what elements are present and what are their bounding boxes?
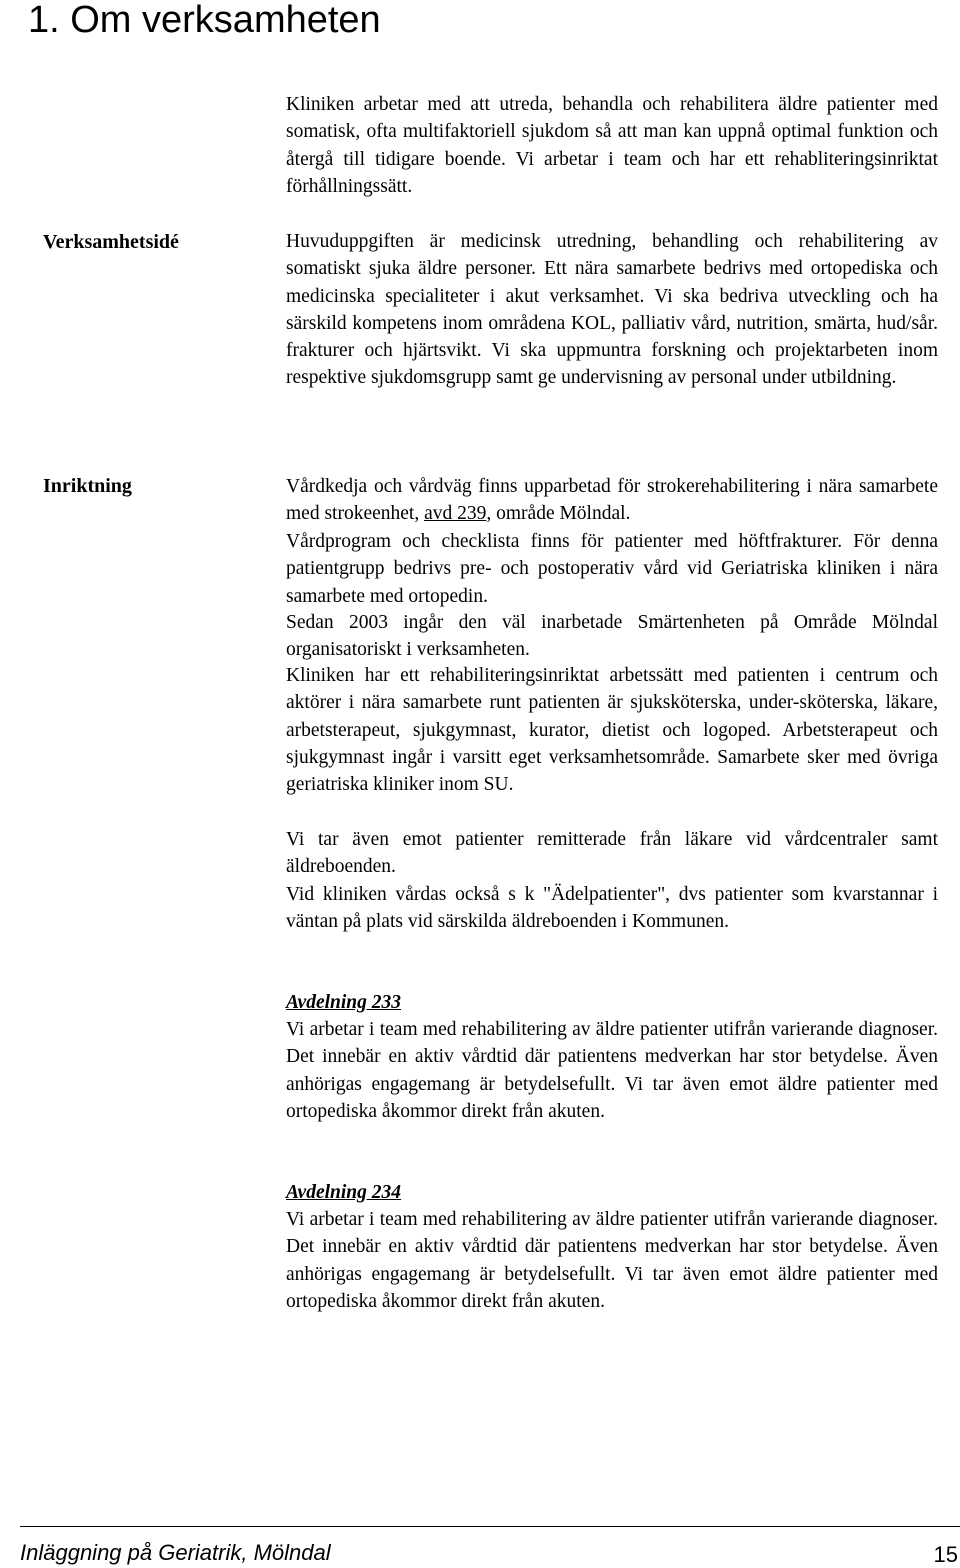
avdelning-234-text: Vi arbetar i team med rehabilitering av äldre patienter utifrån varierande diagnoser. Det innebär en aktiv vårdtid där patientens medverkan har stor betydelse. Även anhörigas engagemang är betydelsefullt. Vi tar även emot äldre patienter med ortopediska åkommor direkt från akuten.: [286, 1209, 938, 1312]
inriktning-p1-before: Vårdkedja och vårdväg finns upparbetad för strokerehabilitering i nära samarbete med strokeenhet,: [286, 476, 938, 525]
footer-divider: [20, 1526, 960, 1527]
inriktning-paragraph-team: Kliniken har ett rehabiliteringsinriktat arbetssätt med patienten i centrum och aktörer i nära samarbete runt patienten är sjuksköterska, under-sköterska, läkare, arbetsterapeut, sjukgymnast, kurator, dietist och logoped. Arbetsterapeut och sjukgymnast ingår i varsitt eget verksamhetsområde. Samarbete sker med övriga geriatriska kliniker inom SU.: [286, 665, 938, 796]
inriktning-paragraph-pain-unit: Sedan 2003 ingår den väl inarbetade Smärtenheten på Område Mölndal organisatoriskt i verksamheten.: [286, 612, 938, 661]
avdelning-233-title: Avdelning 233: [286, 992, 402, 1013]
footer-title: Inläggning på Geriatrik, Mölndal: [20, 1540, 331, 1565]
avdelning-233-text: Vi arbetar i team med rehabilitering av äldre patienter utifrån varierande diagnoser. Det innebär en aktiv vårdtid där patientens medverkan har stor betydelse. Även anhörigas engagemang är betydelsefullt. Vi tar även emot äldre patienter med ortopediska åkommor direkt från akuten.: [286, 1019, 938, 1122]
verksamhetside-text: Huvuduppgiften är medicinsk utredning, behandling och rehabilitering av somatiskt sjuka äldre personer. Ett nära samarbete bedrivs med ortopediska och medicinska specialiteter i akut verksamhet. Vi ska bedriva utveckling och ha särskild kompetens inom områdena KOL, palliativ vård, nutrition, smärta, hud/sår. frakturer och hjärtsvikt. Vi ska uppmuntra forskning och projektarbeten inom respektive sjukdomsgrupp samt ge undervisning av personal under utbildning.: [286, 231, 938, 389]
page-heading: 1. Om verksamheten: [28, 0, 381, 41]
page-number: 15: [933, 1542, 958, 1567]
inriktning-label: Inriktning: [43, 475, 132, 497]
inriktning-paragraph-adel: Vid kliniken vårdas också s k "Ädelpatienter", dvs patienter som kvarstannar i väntan på plats vid särskilda äldreboenden i Kommunen.: [286, 884, 938, 933]
avd-239-link[interactable]: avd 239: [424, 503, 487, 525]
intro-paragraph: Kliniken arbetar med att utreda, behandla och rehabilitera äldre patienter med somatisk, ofta multifaktoriell sjukdom så att man kan uppnå optimal funktion och återgå till tidigare boende. Vi arbetar i team och har ett rehabliteringsinriktat förhållningssätt.: [286, 94, 938, 197]
inriktning-paragraph-hip: Vårdprogram och checklista finns för patienter med höftfrakturer. För denna patientgrupp bedrivs pre- och postoperativ vård vid Geriatriska kliniken i nära samarbete med ortopedin.: [286, 531, 938, 607]
verksamhetside-label: Verksamhetsidé: [43, 231, 179, 253]
avdelning-234-title: Avdelning 234: [286, 1182, 402, 1203]
inriktning-paragraph-stroke: [286, 473, 938, 528]
inriktning-paragraph-referrals: Vi tar även emot patienter remitterade från läkare vid vårdcentraler samt äldreboenden.: [286, 829, 938, 878]
inriktning-p1-after: , område Mölndal.: [486, 503, 631, 525]
